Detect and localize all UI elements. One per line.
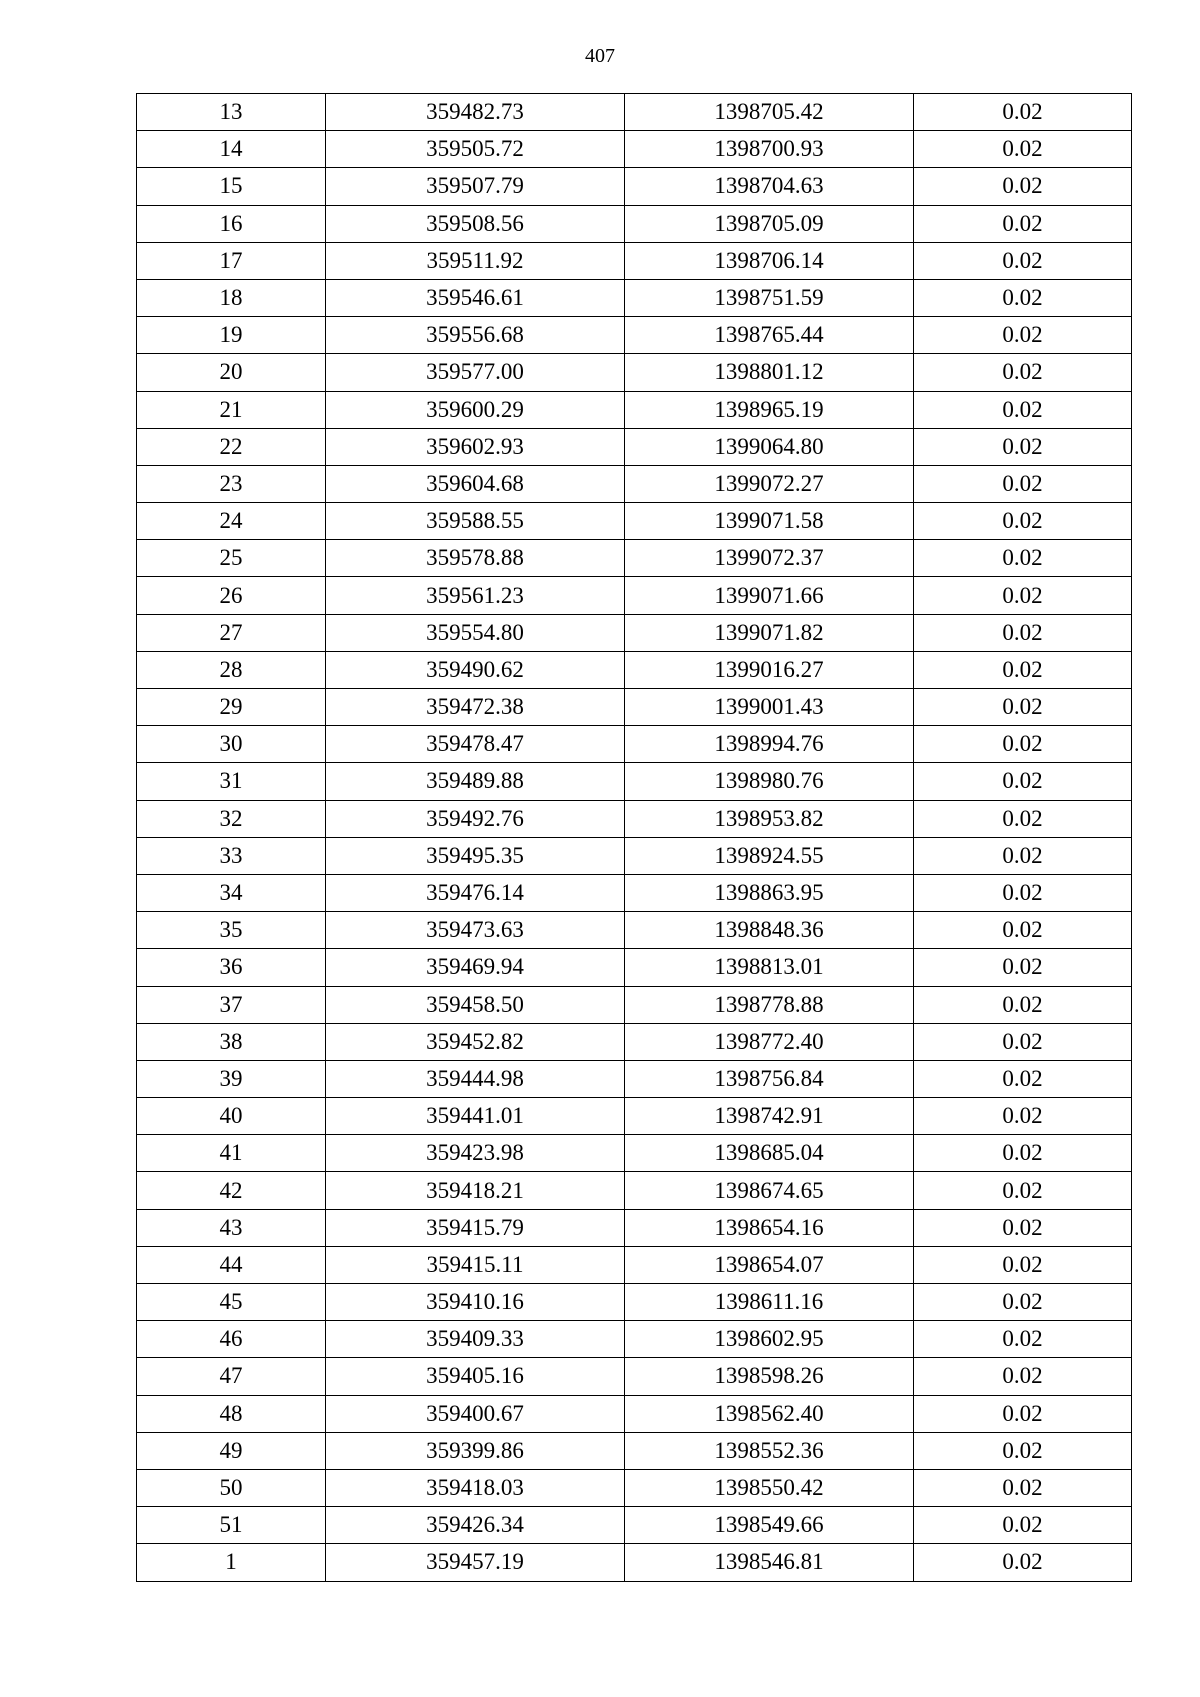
x-coordinate-cell: 359546.61 <box>326 279 625 316</box>
y-coordinate-cell: 1398980.76 <box>625 763 914 800</box>
error-cell: 0.02 <box>914 1023 1132 1060</box>
error-cell: 0.02 <box>914 1544 1132 1581</box>
y-coordinate-cell: 1399016.27 <box>625 651 914 688</box>
x-coordinate-cell: 359410.16 <box>326 1284 625 1321</box>
table-row <box>137 726 1132 763</box>
y-coordinate-cell: 1398602.95 <box>625 1321 914 1358</box>
table-row <box>137 428 1132 465</box>
x-coordinate-cell: 359415.79 <box>326 1209 625 1246</box>
y-coordinate-cell: 1398611.16 <box>625 1284 914 1321</box>
error-cell: 0.02 <box>914 540 1132 577</box>
y-coordinate-cell: 1398598.26 <box>625 1358 914 1395</box>
x-coordinate-cell: 359423.98 <box>326 1135 625 1172</box>
x-coordinate-cell: 359604.68 <box>326 465 625 502</box>
error-cell: 0.02 <box>914 205 1132 242</box>
x-coordinate-cell: 359457.19 <box>326 1544 625 1581</box>
error-cell: 0.02 <box>914 428 1132 465</box>
table-row <box>137 614 1132 651</box>
point-number-cell: 47 <box>137 1358 326 1395</box>
x-coordinate-cell: 359554.80 <box>326 614 625 651</box>
x-coordinate-cell: 359490.62 <box>326 651 625 688</box>
point-number-cell: 20 <box>137 354 326 391</box>
table-row <box>137 1135 1132 1172</box>
y-coordinate-cell: 1399064.80 <box>625 428 914 465</box>
table-row <box>137 874 1132 911</box>
table-row <box>137 1098 1132 1135</box>
error-cell: 0.02 <box>914 986 1132 1023</box>
point-number-cell: 23 <box>137 465 326 502</box>
table-row <box>137 1284 1132 1321</box>
error-cell: 0.02 <box>914 874 1132 911</box>
y-coordinate-cell: 1398706.14 <box>625 242 914 279</box>
y-coordinate-cell: 1399072.27 <box>625 465 914 502</box>
error-cell: 0.02 <box>914 763 1132 800</box>
point-number-cell: 50 <box>137 1469 326 1506</box>
table-row <box>137 651 1132 688</box>
y-coordinate-cell: 1398751.59 <box>625 279 914 316</box>
y-coordinate-cell: 1398778.88 <box>625 986 914 1023</box>
point-number-cell: 43 <box>137 1209 326 1246</box>
point-number-cell: 17 <box>137 242 326 279</box>
error-cell: 0.02 <box>914 503 1132 540</box>
table-row <box>137 577 1132 614</box>
point-number-cell: 41 <box>137 1135 326 1172</box>
x-coordinate-cell: 359556.68 <box>326 317 625 354</box>
y-coordinate-cell: 1398756.84 <box>625 1060 914 1097</box>
x-coordinate-cell: 359452.82 <box>326 1023 625 1060</box>
error-cell: 0.02 <box>914 726 1132 763</box>
x-coordinate-cell: 359415.11 <box>326 1246 625 1283</box>
error-cell: 0.02 <box>914 1469 1132 1506</box>
point-number-cell: 16 <box>137 205 326 242</box>
point-number-cell: 19 <box>137 317 326 354</box>
x-coordinate-cell: 359561.23 <box>326 577 625 614</box>
point-number-cell: 18 <box>137 279 326 316</box>
x-coordinate-cell: 359476.14 <box>326 874 625 911</box>
error-cell: 0.02 <box>914 465 1132 502</box>
point-number-cell: 37 <box>137 986 326 1023</box>
coordinates-table <box>136 93 1132 1582</box>
error-cell: 0.02 <box>914 354 1132 391</box>
error-cell: 0.02 <box>914 1432 1132 1469</box>
y-coordinate-cell: 1398924.55 <box>625 837 914 874</box>
x-coordinate-cell: 359426.34 <box>326 1507 625 1544</box>
x-coordinate-cell: 359458.50 <box>326 986 625 1023</box>
x-coordinate-cell: 359472.38 <box>326 689 625 726</box>
y-coordinate-cell: 1398705.09 <box>625 205 914 242</box>
error-cell: 0.02 <box>914 689 1132 726</box>
error-cell: 0.02 <box>914 651 1132 688</box>
y-coordinate-cell: 1398654.07 <box>625 1246 914 1283</box>
error-cell: 0.02 <box>914 1507 1132 1544</box>
point-number-cell: 39 <box>137 1060 326 1097</box>
point-number-cell: 21 <box>137 391 326 428</box>
y-coordinate-cell: 1398953.82 <box>625 800 914 837</box>
table-row <box>137 1209 1132 1246</box>
error-cell: 0.02 <box>914 912 1132 949</box>
table-row <box>137 205 1132 242</box>
y-coordinate-cell: 1398965.19 <box>625 391 914 428</box>
point-number-cell: 29 <box>137 689 326 726</box>
point-number-cell: 44 <box>137 1246 326 1283</box>
table-row <box>137 354 1132 391</box>
y-coordinate-cell: 1398700.93 <box>625 131 914 168</box>
x-coordinate-cell: 359600.29 <box>326 391 625 428</box>
x-coordinate-cell: 359400.67 <box>326 1395 625 1432</box>
error-cell: 0.02 <box>914 279 1132 316</box>
point-number-cell: 22 <box>137 428 326 465</box>
table-body <box>137 94 1132 1582</box>
error-cell: 0.02 <box>914 317 1132 354</box>
point-number-cell: 34 <box>137 874 326 911</box>
point-number-cell: 32 <box>137 800 326 837</box>
y-coordinate-cell: 1398848.36 <box>625 912 914 949</box>
point-number-cell: 1 <box>137 1544 326 1581</box>
point-number-cell: 30 <box>137 726 326 763</box>
error-cell: 0.02 <box>914 1135 1132 1172</box>
point-number-cell: 45 <box>137 1284 326 1321</box>
error-cell: 0.02 <box>914 1172 1132 1209</box>
point-number-cell: 28 <box>137 651 326 688</box>
x-coordinate-cell: 359578.88 <box>326 540 625 577</box>
error-cell: 0.02 <box>914 1098 1132 1135</box>
table-row <box>137 1395 1132 1432</box>
point-number-cell: 42 <box>137 1172 326 1209</box>
point-number-cell: 27 <box>137 614 326 651</box>
y-coordinate-cell: 1398552.36 <box>625 1432 914 1469</box>
table-row <box>137 1321 1132 1358</box>
x-coordinate-cell: 359441.01 <box>326 1098 625 1135</box>
x-coordinate-cell: 359409.33 <box>326 1321 625 1358</box>
y-coordinate-cell: 1398685.04 <box>625 1135 914 1172</box>
x-coordinate-cell: 359473.63 <box>326 912 625 949</box>
point-number-cell: 46 <box>137 1321 326 1358</box>
point-number-cell: 15 <box>137 168 326 205</box>
y-coordinate-cell: 1399072.37 <box>625 540 914 577</box>
y-coordinate-cell: 1398549.66 <box>625 1507 914 1544</box>
x-coordinate-cell: 359469.94 <box>326 949 625 986</box>
y-coordinate-cell: 1398772.40 <box>625 1023 914 1060</box>
y-coordinate-cell: 1398813.01 <box>625 949 914 986</box>
table-row <box>137 540 1132 577</box>
point-number-cell: 48 <box>137 1395 326 1432</box>
x-coordinate-cell: 359508.56 <box>326 205 625 242</box>
y-coordinate-cell: 1399071.66 <box>625 577 914 614</box>
table-row <box>137 1469 1132 1506</box>
error-cell: 0.02 <box>914 1284 1132 1321</box>
x-coordinate-cell: 359588.55 <box>326 503 625 540</box>
table-row <box>137 986 1132 1023</box>
x-coordinate-cell: 359478.47 <box>326 726 625 763</box>
table-row <box>137 763 1132 800</box>
x-coordinate-cell: 359505.72 <box>326 131 625 168</box>
error-cell: 0.02 <box>914 1321 1132 1358</box>
table-row <box>137 1507 1132 1544</box>
error-cell: 0.02 <box>914 1246 1132 1283</box>
error-cell: 0.02 <box>914 131 1132 168</box>
x-coordinate-cell: 359405.16 <box>326 1358 625 1395</box>
table-row <box>137 317 1132 354</box>
table-row <box>137 1432 1132 1469</box>
page-number: 407 <box>585 45 615 67</box>
table-row <box>137 391 1132 428</box>
table-row <box>137 1023 1132 1060</box>
error-cell: 0.02 <box>914 949 1132 986</box>
table-row <box>137 168 1132 205</box>
x-coordinate-cell: 359444.98 <box>326 1060 625 1097</box>
table-row <box>137 94 1132 131</box>
table-row <box>137 1060 1132 1097</box>
table-row <box>137 689 1132 726</box>
y-coordinate-cell: 1398994.76 <box>625 726 914 763</box>
y-coordinate-cell: 1399071.82 <box>625 614 914 651</box>
x-coordinate-cell: 359482.73 <box>326 94 625 131</box>
x-coordinate-cell: 359492.76 <box>326 800 625 837</box>
x-coordinate-cell: 359418.21 <box>326 1172 625 1209</box>
error-cell: 0.02 <box>914 837 1132 874</box>
y-coordinate-cell: 1399001.43 <box>625 689 914 726</box>
error-cell: 0.02 <box>914 168 1132 205</box>
y-coordinate-cell: 1398550.42 <box>625 1469 914 1506</box>
point-number-cell: 31 <box>137 763 326 800</box>
error-cell: 0.02 <box>914 1060 1132 1097</box>
point-number-cell: 24 <box>137 503 326 540</box>
x-coordinate-cell: 359399.86 <box>326 1432 625 1469</box>
y-coordinate-cell: 1398674.65 <box>625 1172 914 1209</box>
table-row <box>137 1246 1132 1283</box>
table-row <box>137 800 1132 837</box>
x-coordinate-cell: 359507.79 <box>326 168 625 205</box>
table-row <box>137 1172 1132 1209</box>
error-cell: 0.02 <box>914 800 1132 837</box>
error-cell: 0.02 <box>914 1395 1132 1432</box>
error-cell: 0.02 <box>914 242 1132 279</box>
y-coordinate-cell: 1398742.91 <box>625 1098 914 1135</box>
table-row <box>137 242 1132 279</box>
point-number-cell: 51 <box>137 1507 326 1544</box>
y-coordinate-cell: 1398704.63 <box>625 168 914 205</box>
point-number-cell: 40 <box>137 1098 326 1135</box>
y-coordinate-cell: 1398562.40 <box>625 1395 914 1432</box>
point-number-cell: 36 <box>137 949 326 986</box>
table-row <box>137 1358 1132 1395</box>
x-coordinate-cell: 359511.92 <box>326 242 625 279</box>
y-coordinate-cell: 1398765.44 <box>625 317 914 354</box>
table-row <box>137 912 1132 949</box>
point-number-cell: 25 <box>137 540 326 577</box>
point-number-cell: 33 <box>137 837 326 874</box>
x-coordinate-cell: 359495.35 <box>326 837 625 874</box>
x-coordinate-cell: 359418.03 <box>326 1469 625 1506</box>
error-cell: 0.02 <box>914 577 1132 614</box>
y-coordinate-cell: 1398705.42 <box>625 94 914 131</box>
error-cell: 0.02 <box>914 1358 1132 1395</box>
y-coordinate-cell: 1398863.95 <box>625 874 914 911</box>
error-cell: 0.02 <box>914 1209 1132 1246</box>
y-coordinate-cell: 1399071.58 <box>625 503 914 540</box>
table-row <box>137 949 1132 986</box>
error-cell: 0.02 <box>914 614 1132 651</box>
point-number-cell: 38 <box>137 1023 326 1060</box>
point-number-cell: 13 <box>137 94 326 131</box>
x-coordinate-cell: 359489.88 <box>326 763 625 800</box>
y-coordinate-cell: 1398546.81 <box>625 1544 914 1581</box>
table-row <box>137 1544 1132 1581</box>
point-number-cell: 35 <box>137 912 326 949</box>
point-number-cell: 26 <box>137 577 326 614</box>
table-row <box>137 503 1132 540</box>
table-row <box>137 131 1132 168</box>
y-coordinate-cell: 1398654.16 <box>625 1209 914 1246</box>
x-coordinate-cell: 359577.00 <box>326 354 625 391</box>
table-row <box>137 465 1132 502</box>
error-cell: 0.02 <box>914 94 1132 131</box>
error-cell: 0.02 <box>914 391 1132 428</box>
point-number-cell: 49 <box>137 1432 326 1469</box>
x-coordinate-cell: 359602.93 <box>326 428 625 465</box>
table-row <box>137 837 1132 874</box>
y-coordinate-cell: 1398801.12 <box>625 354 914 391</box>
point-number-cell: 14 <box>137 131 326 168</box>
table-row <box>137 279 1132 316</box>
